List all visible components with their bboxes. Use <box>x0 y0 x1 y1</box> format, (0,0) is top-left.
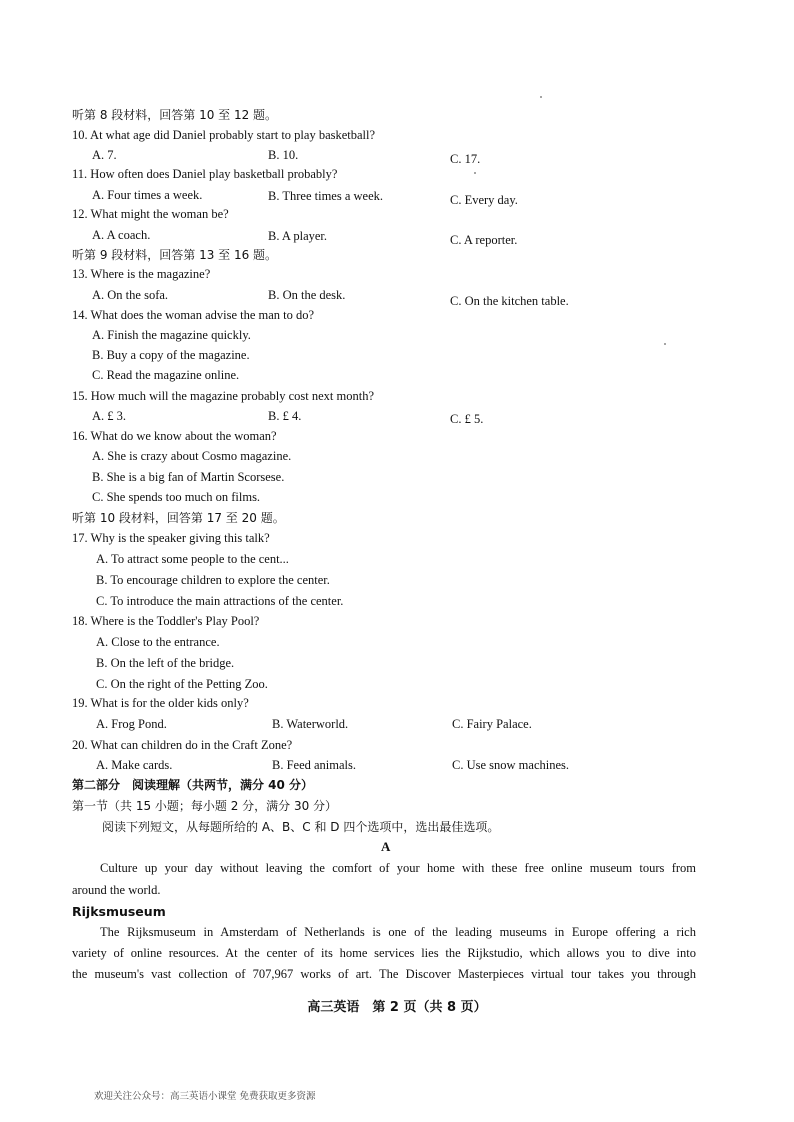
passage-p1-line-2: variety of online resources. At the center of its home services lies the Rijkstudio, which allows you to dive into <box>72 946 696 960</box>
question-stem-12: 12. What might the woman be? <box>72 207 229 221</box>
part-two-heading: 第二部分 阅读理解（共两节，满分 40 分） <box>72 778 314 792</box>
question-stem-16: 16. What do we know about the woman? <box>72 429 277 443</box>
option-19-b: B. Waterworld. <box>272 717 349 731</box>
option-14-a: A. Finish the magazine quickly. <box>92 328 251 342</box>
option-19-a: A. Frog Pond. <box>96 717 167 731</box>
option-17-c: C. To introduce the main attractions of the center. <box>96 594 344 608</box>
option-15-b: B. £ 4. <box>268 409 302 423</box>
question-stem-10: 10. At what age did Daniel probably start to play basketball? <box>72 128 376 142</box>
option-17-b: B. To encourage children to explore the center. <box>96 573 330 587</box>
option-18-a: A. Close to the entrance. <box>96 635 220 649</box>
question-stem-19: 19. What is for the older kids only? <box>72 696 249 710</box>
option-13-c: C. On the kitchen table. <box>450 294 569 308</box>
option-12-a: A. A coach. <box>92 228 151 242</box>
scan-speck <box>474 172 476 174</box>
question-stem-11: 11. How often does Daniel play basketball probably? <box>72 167 338 181</box>
section-one-heading: 第一节（共 15 小题；每小题 2 分，满分 30 分） <box>72 799 338 813</box>
scan-speck <box>540 96 542 98</box>
section-heading-9: 听第 9 段材料，回答第 13 至 16 题。 <box>72 248 278 262</box>
option-12-b: B. A player. <box>268 229 328 243</box>
question-stem-13: 13. Where is the magazine? <box>72 267 211 281</box>
reading-instruction: 阅读下列短文，从每题所给的 A、B、C 和 D 四个选项中，选出最佳选项。 <box>102 820 500 834</box>
option-18-c: C. On the right of the Petting Zoo. <box>96 677 268 691</box>
option-13-a: A. On the sofa. <box>92 288 169 302</box>
option-18-b: B. On the left of the bridge. <box>96 656 235 670</box>
option-20-b: B. Feed animals. <box>272 758 357 772</box>
passage-label: A <box>381 839 391 854</box>
option-16-b: B. She is a big fan of Martin Scorsese. <box>92 470 285 484</box>
option-14-b: B. Buy a copy of the magazine. <box>92 348 250 362</box>
question-stem-14: 14. What does the woman advise the man to do? <box>72 308 315 322</box>
passage-p1-line-3: the museum's vast collection of 707,967 works of art. The Discover Masterpieces virtual tour takes you through <box>72 967 696 981</box>
passage-intro-line-2: around the world. <box>72 883 161 897</box>
option-19-c: C. Fairy Palace. <box>452 717 532 731</box>
question-stem-18: 18. Where is the Toddler's Play Pool? <box>72 614 260 628</box>
question-stem-20: 20. What can children do in the Craft Zone? <box>72 738 293 752</box>
question-stem-17: 17. Why is the speaker giving this talk? <box>72 531 270 545</box>
option-11-c: C. Every day. <box>450 193 518 207</box>
option-20-a: A. Make cards. <box>96 758 173 772</box>
option-11-a: A. Four times a week. <box>92 188 203 202</box>
option-10-a: A. 7. <box>92 148 117 162</box>
option-14-c: C. Read the magazine online. <box>92 368 240 382</box>
option-11-b: B. Three times a week. <box>268 189 384 203</box>
option-15-c: C. £ 5. <box>450 412 484 426</box>
option-17-a: A. To attract some people to the cent... <box>96 552 289 566</box>
option-16-c: C. She spends too much on films. <box>92 490 261 504</box>
option-20-c: C. Use snow machines. <box>452 758 569 772</box>
passage-intro-line-1: Culture up your day without leaving the comfort of your home with these free online museum tours from <box>100 861 696 875</box>
section-heading-10: 听第 10 段材料，回答第 17 至 20 题。 <box>72 511 285 525</box>
option-10-b: B. 10. <box>268 148 299 162</box>
option-15-a: A. £ 3. <box>92 409 127 423</box>
scan-speck <box>664 343 666 345</box>
option-10-c: C. 17. <box>450 152 481 166</box>
promo-line: 欢迎关注公众号：高三英语小课堂 免费获取更多资源 <box>94 1091 316 1102</box>
option-16-a: A. She is crazy about Cosmo magazine. <box>92 449 292 463</box>
passage-p1-line-1: The Rijksmuseum in Amsterdam of Netherlands is one of the leading museums in Europe offering a rich <box>100 925 696 939</box>
page-footer: 高三英语 第 2 页（共 8 页） <box>307 1000 487 1015</box>
question-stem-15: 15. How much will the magazine probably cost next month? <box>72 389 375 403</box>
option-12-c: C. A reporter. <box>450 233 518 247</box>
museum-heading: Rijksmuseum <box>72 904 166 919</box>
option-13-b: B. On the desk. <box>268 288 346 302</box>
section-heading-8: 听第 8 段材料，回答第 10 至 12 题。 <box>72 108 278 122</box>
